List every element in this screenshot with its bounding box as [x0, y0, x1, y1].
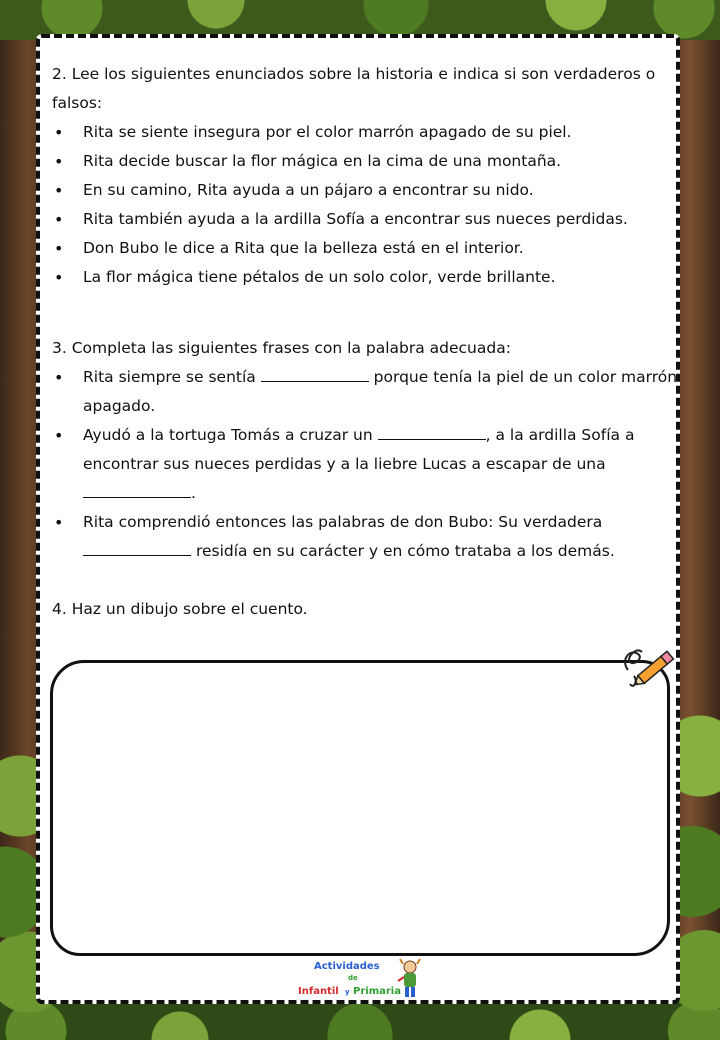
sentence-text: , a la ardilla Sofía a encontrar sus nueces perdidas y a la liebre Lucas a escapar de una	[83, 426, 635, 473]
statement-item: • Rita también ayuda a la ardilla Sofía a encontrar sus nueces perdidas.	[52, 205, 692, 234]
drawing-area[interactable]	[50, 660, 670, 956]
sentence-text: Rita siempre se sentía	[83, 368, 256, 386]
activities-logo	[296, 955, 426, 1001]
sentence-text: Rita comprendió entonces las palabras de don Bubo: Su verdadera	[83, 513, 603, 531]
worksheet-content	[52, 60, 692, 624]
sentence-item	[52, 363, 692, 421]
sentence-item	[52, 421, 692, 508]
svg-text:y: y	[345, 988, 350, 996]
child-figure-icon	[398, 959, 420, 997]
answer-blank[interactable]	[261, 363, 369, 382]
answer-blank[interactable]	[83, 537, 191, 556]
sentence-item	[52, 508, 692, 566]
question-2-statements	[52, 118, 692, 292]
sentence-text: residía en su carácter y en cómo trataba a los demás.	[195, 542, 615, 560]
question-2-title: 2. Lee los siguientes enunciados sobre la historia e indica si son verdaderos o falsos:	[52, 65, 656, 112]
statement-item: • Rita se siente insegura por el color marrón apagado de su piel.	[52, 118, 692, 147]
svg-text:Infantil: Infantil	[298, 986, 339, 997]
sentence-text: porque tenía la piel de un color marrón apagado.	[83, 368, 678, 415]
question-3-sentences	[52, 363, 692, 566]
svg-text:de: de	[348, 974, 358, 982]
svg-text:Actividades: Actividades	[314, 961, 380, 972]
question-4-title: 4. Haz un dibujo sobre el cuento.	[52, 600, 308, 618]
answer-blank[interactable]	[378, 421, 486, 440]
answer-blank[interactable]	[83, 479, 191, 498]
pencil-icon	[620, 640, 680, 696]
statement-item: • Rita decide buscar la flor mágica en la cima de una montaña.	[52, 147, 692, 176]
statement-item: • En su camino, Rita ayuda a un pájaro a encontrar su nido.	[52, 176, 692, 205]
sentence-text: Ayudó a la tortuga Tomás a cruzar un	[83, 426, 373, 444]
svg-text:Primaria: Primaria	[353, 986, 401, 997]
statement-item: • Don Bubo le dice a Rita que la belleza está en el interior.	[52, 234, 692, 263]
statement-item: • La flor mágica tiene pétalos de un solo color, verde brillante.	[52, 263, 692, 292]
question-3-title: 3. Completa las siguientes frases con la palabra adecuada:	[52, 339, 511, 357]
sentence-text: .	[191, 484, 196, 502]
